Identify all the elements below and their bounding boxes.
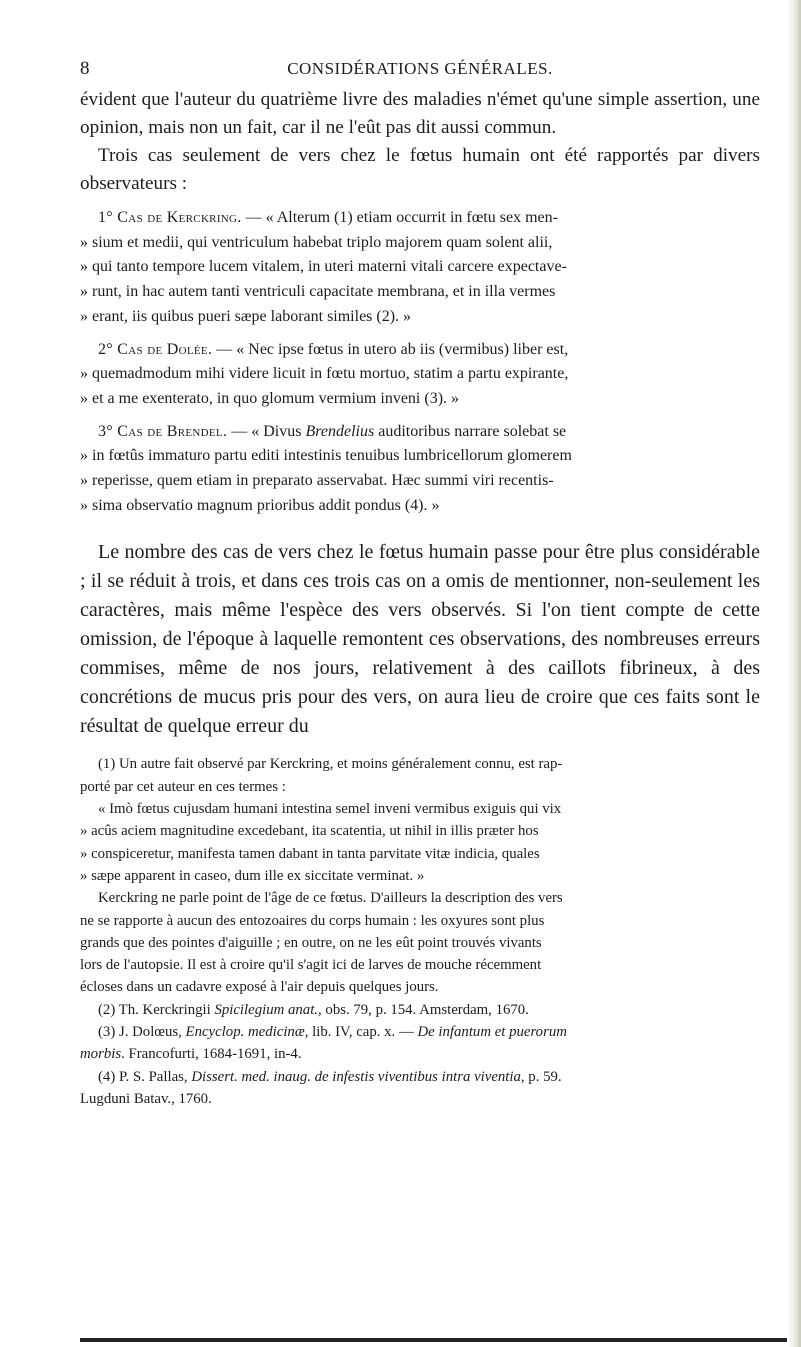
- quote-text: — « Divus: [231, 422, 306, 440]
- quote-line: » quemadmodum mihi videre licuit in fœtu mortuo, statim a partu expirante,: [80, 365, 569, 383]
- book-page: [80, 58, 760, 1110]
- intro-paragraph-2: Trois cas seulement de vers chez le fœtus humain ont été rapportés par divers observateurs :: [80, 145, 760, 194]
- footnote-line: Kerckring ne parle point de l'âge de ce fœtus. D'ailleurs la description des vers: [98, 890, 563, 907]
- footnote-3: [80, 1021, 760, 1043]
- footnote-italic: Dissert. med. inaug. de infestis viventibus intra viventia: [191, 1068, 521, 1085]
- case-label: 3° Cas de Brendel.: [98, 422, 228, 440]
- footnote-line: ne se rapporte à aucun des entozoaires du corps humain : les oxyures sont plus: [80, 912, 545, 929]
- footnote-text: , obs. 79, p. 154. Amsterdam, 1670.: [318, 1001, 529, 1018]
- footnote-line: Lugduni Batav., 1760.: [80, 1090, 212, 1107]
- footnote-3-cont: [80, 1043, 760, 1065]
- running-title: CONSIDÉRATIONS GÉNÉRALES.: [287, 59, 553, 78]
- case-brendel: [80, 420, 760, 519]
- footnote-line: » sæpe apparent in caseo, dum ille ex siccitate verminat. »: [80, 867, 425, 884]
- footnote-4: [80, 1066, 760, 1088]
- footnote-line: » conspiceretur, manifesta tamen dabant in tanta parvitate vitæ indicia, quales: [80, 845, 540, 862]
- footnote-line: lors de l'autopsie. Il est à croire qu'il s'agit ici de larves de mouche récemment: [80, 957, 542, 974]
- footnote-text: . Francofurti, 1684-1691, in-4.: [121, 1046, 302, 1063]
- footnote-text: , lib. IV, cap. x. —: [304, 1024, 418, 1040]
- footnote-text: (4) P. S. Pallas,: [98, 1068, 192, 1085]
- footnote-line: » acûs aciem magnitudine excedebant, ita scatentia, ut nihil in illis præter hos: [80, 823, 539, 840]
- case-label: 1° Cas de Kerckring.: [98, 209, 242, 226]
- footnote-text: , p. 59.: [520, 1068, 562, 1085]
- quote-line: » erant, iis quibus pueri sæpe laborant similes (2). »: [80, 307, 412, 325]
- footnote-italic: De infantum et puerorum: [417, 1024, 567, 1040]
- quote-line: » in fœtûs immaturo partu editi intestinis tenuibus lumbricellorum glomerem: [80, 447, 572, 465]
- footnote-line: porté par cet auteur en ces termes :: [80, 778, 286, 795]
- quote-line: » et a me exenterato, in quo glomum vermium inveni (3). »: [80, 389, 460, 407]
- footnotes: [80, 753, 760, 1110]
- quote-italic: Brendelius: [305, 422, 375, 440]
- quote-line: » qui tanto tempore lucem vitalem, in uteri materni vitali carcere expectave-: [80, 258, 567, 276]
- footnote-text: (2) Th. Kerckringii: [98, 1001, 215, 1018]
- footnote-italic: morbis: [80, 1046, 122, 1063]
- case-label: 2° Cas de Dolée.: [98, 340, 213, 358]
- footnote-line: « Imò fœtus cujusdam humani intestina semel inveni vermibus exiguis qui vix: [98, 801, 562, 818]
- page-number: 8: [80, 58, 90, 79]
- page-bottom-rule: [80, 1338, 801, 1342]
- footnote-line: grands que des pointes d'aiguille ; en outre, on ne les eût point trouvés vivants: [80, 934, 542, 951]
- case-dolee: [80, 338, 760, 412]
- page-edge-shadow: [787, 0, 801, 1347]
- page-header: [80, 58, 760, 82]
- footnote-line: (1) Un autre fait observé par Kerckring, et moins généralement connu, est rap-: [98, 756, 563, 773]
- quote-line: » sima observatio magnum prioribus addit pondus (4). »: [80, 496, 440, 514]
- intro-paragraph-1: évident que l'auteur du quatrième livre des maladies n'émet qu'une simple assertion, une opinion, mais non un fait, car il ne l'eût pas dit aussi commun.: [80, 89, 760, 138]
- quote-line: » runt, in hac autem tanti ventriculi capacitate membrana, et in illa vermes: [80, 283, 556, 301]
- footnote-italic: Encyclop. medicinæ: [185, 1024, 305, 1040]
- footnote-text: (3) J. Dolœus,: [98, 1024, 186, 1040]
- main-paragraph: Le nombre des cas de vers chez le fœtus humain passe pour être plus considérable ; il se réduit à trois, et dans ces trois cas on a omis de mentionner, non-seulement les caractères, mais même l'espèce des vers observés. Si l'on tient compte de cette omission, de l'époque à laquelle remontent ces observations, des nombreuses erreurs commises, même de nos jours, relativement à des caillots fibrineux, à des concrétions de mucus pris pour des vers, on aura lieu de croire que ces faits sont le résultat de quelque erreur du: [80, 541, 760, 738]
- quote-line: » sium et medii, qui ventriculum habebat triplo majorem quam solent alii,: [80, 233, 553, 251]
- quote-text: auditoribus narrare solebat se: [374, 422, 567, 440]
- quote-line: — « Nec ipse fœtus in utero ab iis (vermibus) liber est,: [216, 340, 569, 358]
- footnote-2: [80, 999, 760, 1021]
- footnote-italic: Spicilegium anat.: [214, 1001, 319, 1018]
- case-kerckring: [80, 206, 760, 330]
- quote-line: » reperisse, quem etiam in preparato asservabat. Hæc summi viri recentis-: [80, 472, 554, 490]
- quote-line: — « Alterum (1) etiam occurrit in fœtu sex men-: [245, 209, 558, 226]
- footnote-line: écloses dans un cadavre exposé à l'air depuis quelques jours.: [80, 979, 439, 996]
